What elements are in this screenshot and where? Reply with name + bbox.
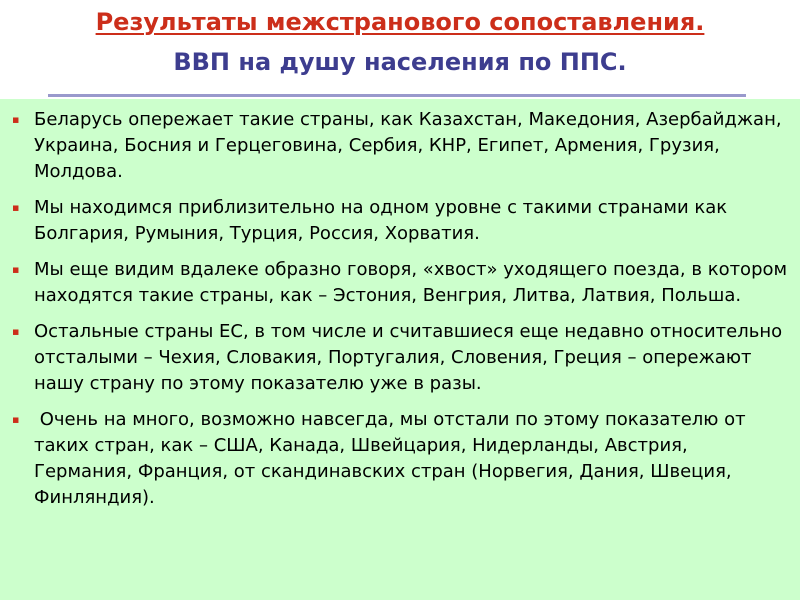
bullet-icon: ▪ xyxy=(12,263,20,276)
list-item xyxy=(12,257,793,309)
list-item xyxy=(12,107,788,185)
bullet-icon: ▪ xyxy=(12,113,20,126)
slide-title: Результаты межстранового сопоставления. xyxy=(95,8,705,36)
bullet-icon: ▪ xyxy=(12,413,20,426)
bullet-text: Очень на много, возможно навсегда, мы отстали по этому показателю от таких стран, как – США, Канада, Швейцария, Нидерланды, Австрия, Германия, Франция, от скандинавских стран (Норвегия, Дания, Швеция, Финляндия). xyxy=(34,409,752,508)
slide-header xyxy=(0,0,800,96)
list-item xyxy=(12,319,788,397)
bullet-text: Беларусь опережает такие страны, как Казахстан, Македония, Азербайджан, Украина, Босния и Герцеговина, Сербия, КНР, Египет, Армения, Грузия, Молдова. xyxy=(34,109,788,182)
bullet-list xyxy=(12,107,793,521)
content-panel xyxy=(0,99,800,600)
slide-subtitle: ВВП на душу населения по ППС. xyxy=(173,48,627,76)
bullet-text: Мы находимся приблизительно на одном уровне с такими странами как Болгария, Румыния, Турция, Россия, Хорватия. xyxy=(34,197,733,244)
title-divider xyxy=(48,94,746,97)
bullet-icon: ▪ xyxy=(12,201,20,214)
bullet-text: Остальные страны ЕС, в том числе и считавшиеся еще недавно относительно отсталыми – Чехия, Словакия, Португалия, Словения, Греция – опережают нашу страну по этому показателю уже в разы. xyxy=(34,321,788,394)
list-item xyxy=(12,195,788,247)
bullet-icon: ▪ xyxy=(12,325,20,338)
bullet-text: Мы еще видим вдалеке образно говоря, «хвост» уходящего поезда, в котором находятся такие страны, как – Эстония, Венгрия, Литва, Латвия, Польша. xyxy=(34,259,793,306)
list-item xyxy=(12,407,788,511)
